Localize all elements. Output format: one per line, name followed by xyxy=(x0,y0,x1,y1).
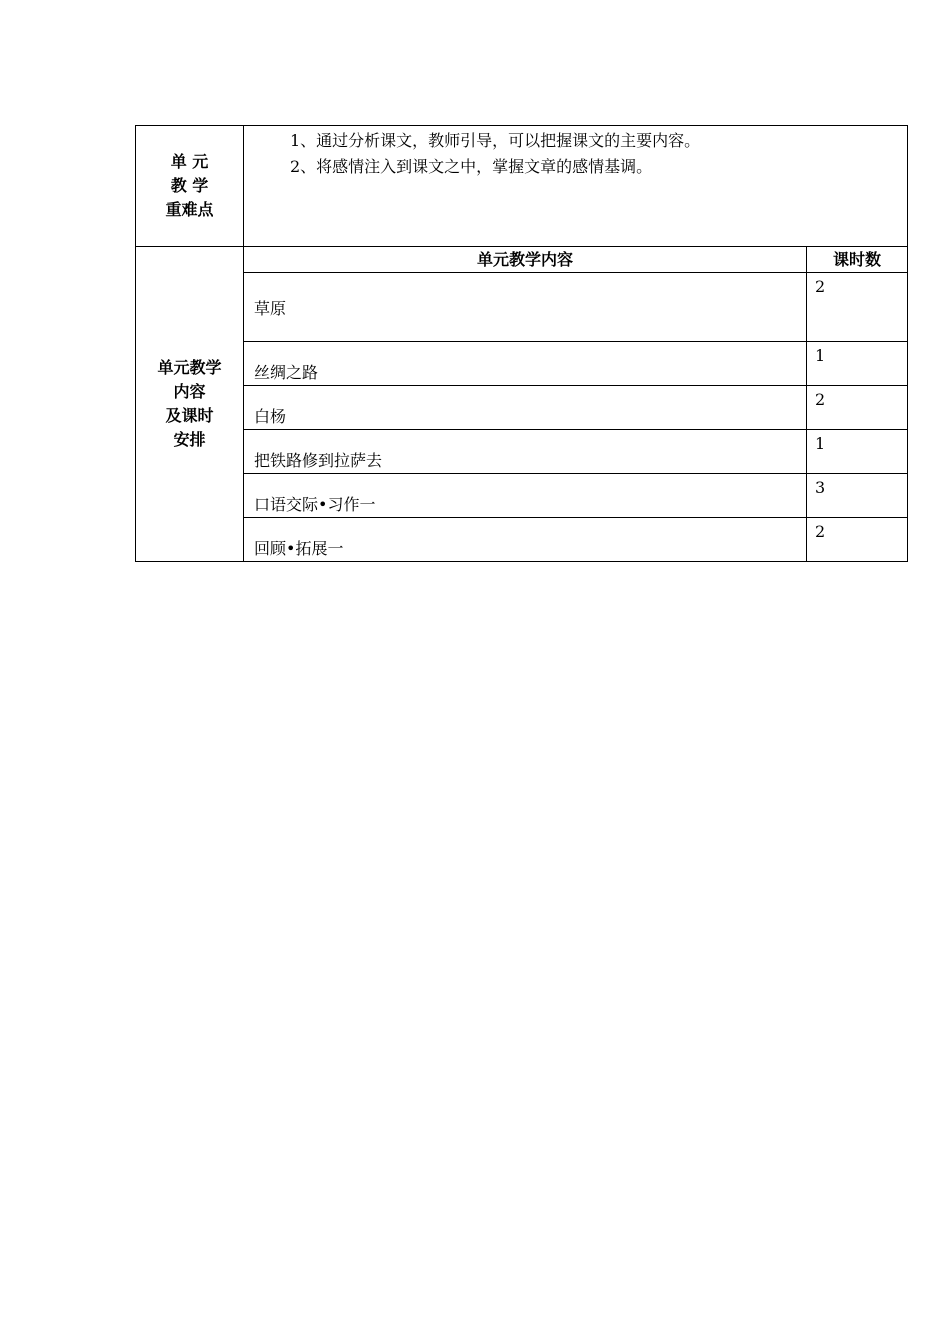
schedule-label-line: 及课时 xyxy=(165,406,214,425)
focus-point: 1、通过分析课文，教师引导，可以把握课文的主要内容。 xyxy=(290,131,701,150)
lesson-hours: 2 xyxy=(807,518,908,562)
schedule-label-cell xyxy=(136,247,244,562)
lesson-title: 回顾•拓展一 xyxy=(244,518,807,562)
table-row xyxy=(136,474,908,518)
table-row xyxy=(136,518,908,562)
lesson-hours: 2 xyxy=(807,273,908,342)
lesson-hours: 1 xyxy=(807,430,908,474)
focus-point: 2、将感情注入到课文之中，掌握文章的感情基调。 xyxy=(290,157,653,176)
focus-label-line: 单 元 xyxy=(170,152,209,171)
lesson-title: 把铁路修到拉萨去 xyxy=(244,430,807,474)
table-row xyxy=(136,342,908,386)
schedule-label-line: 单元教学 xyxy=(157,358,222,377)
hours-column-header: 课时数 xyxy=(807,247,908,273)
lesson-hours: 2 xyxy=(807,386,908,430)
table-row xyxy=(136,386,908,430)
focus-label-line: 教 学 xyxy=(170,176,209,195)
table-row xyxy=(136,273,908,342)
schedule-label-line: 安排 xyxy=(173,430,206,449)
lesson-title: 白杨 xyxy=(244,386,807,430)
lesson-hours: 1 xyxy=(807,342,908,386)
focus-row xyxy=(136,126,908,247)
table-row xyxy=(136,430,908,474)
lesson-title: 丝绸之路 xyxy=(244,342,807,386)
unit-plan-table xyxy=(135,125,908,562)
content-column-header: 单元教学内容 xyxy=(244,247,807,273)
focus-points-cell xyxy=(244,126,908,247)
lesson-hours: 3 xyxy=(807,474,908,518)
lesson-title: 草原 xyxy=(244,273,807,342)
schedule-header-row xyxy=(136,247,908,273)
schedule-label-line: 内容 xyxy=(173,382,206,401)
lesson-title: 口语交际•习作一 xyxy=(244,474,807,518)
focus-label-line: 重难点 xyxy=(165,200,214,219)
focus-label-cell xyxy=(136,126,244,247)
